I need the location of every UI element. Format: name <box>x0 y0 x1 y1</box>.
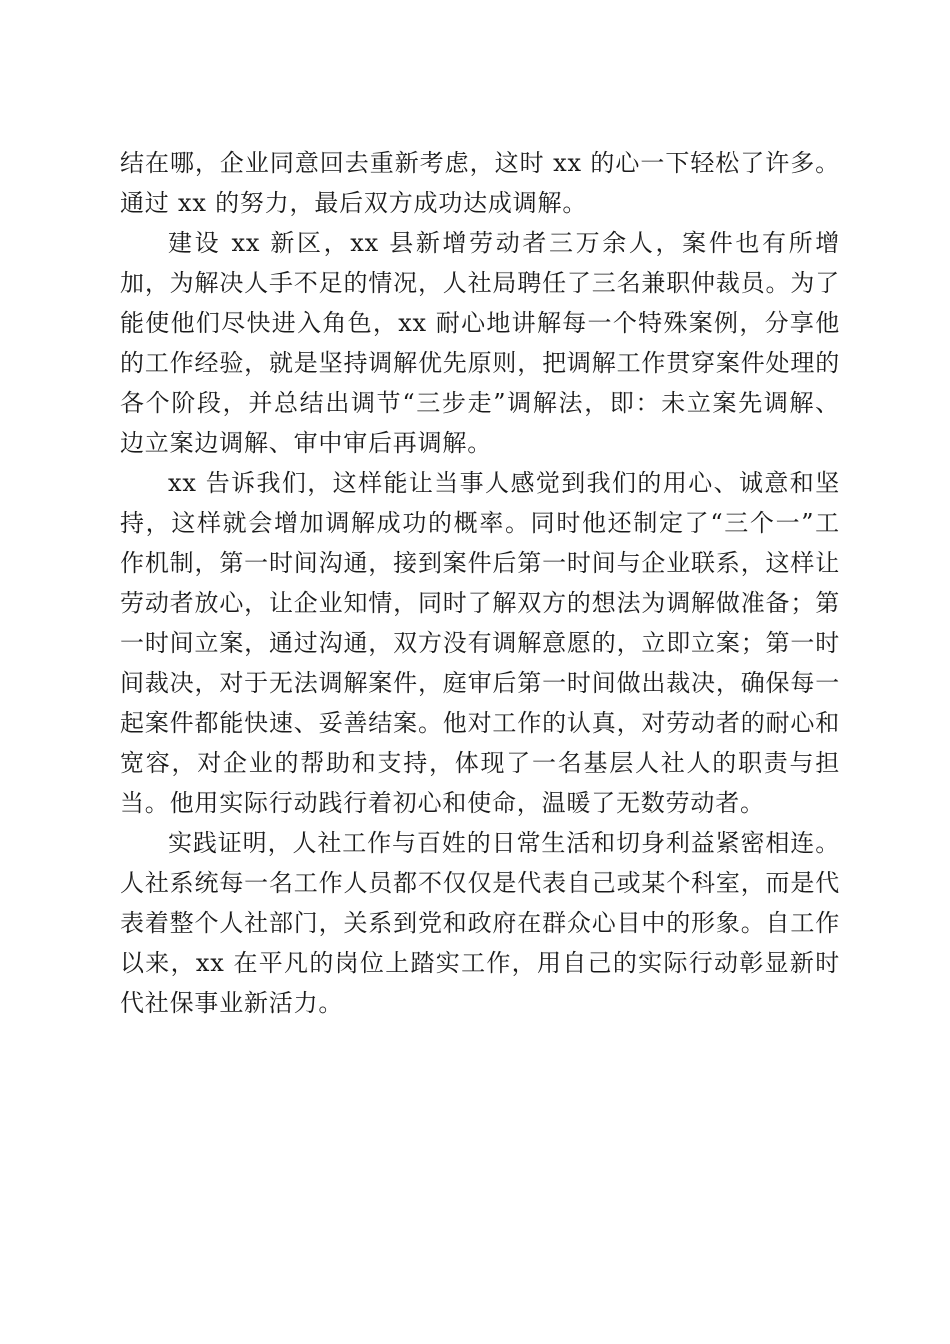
paragraph-new-district: 建设 xx 新区，xx 县新增劳动者三万余人，案件也有所增加，为解决人手不足的情况，人社局聘任了三名兼职仲裁员。为了能使他们尽快进入角色，xx 耐心地讲解每一个特殊案例，分享他的工作经验，就是坚持调解优先原则，把调解工作贯穿案件处理的各个阶段，并总结出调节“三步走”调解法，即：未立案先调解、边立案边调解、审中审后再调解。 <box>120 229 840 457</box>
paragraph-mechanism: xx 告诉我们，这样能让当事人感觉到我们的用心、诚意和坚持，这样就会增加调解成功的概率。同时他还制定了“三个一”工作机制，第一时间沟通，接到案件后第一时间与企业联系，这样让劳动者放心，让企业知情，同时了解双方的想法为调解做准备；第一时间立案，通过沟通，双方没有调解意愿的，立即立案；第一时间裁决，对于无法调解案件，庭审后第一时间做出裁决，确保每一起案件都能快速、妥善结案。他对工作的认真，对劳动者的耐心和宽容，对企业的帮助和支持，体现了一名基层人社人的职责与担当。他用实际行动践行着初心和使命，温暖了无数劳动者。 <box>120 469 840 817</box>
paragraph-conclusion: 实践证明，人社工作与百姓的日常生活和切身利益紧密相连。人社系统每一名工作人员都不仅仅是代表自己或某个科室，而是代表着整个人社部门，关系到党和政府在群众心目中的形象。自工作以来，xx 在平凡的岗位上踏实工作，用自己的实际行动彰显新时代社保事业新活力。 <box>120 829 840 1017</box>
paragraph-continuation: 结在哪，企业同意回去重新考虑，这时 xx 的心一下轻松了许多。通过 xx 的努力，最后双方成功达成调解。 <box>120 149 840 217</box>
body-text <box>120 143 840 1023</box>
